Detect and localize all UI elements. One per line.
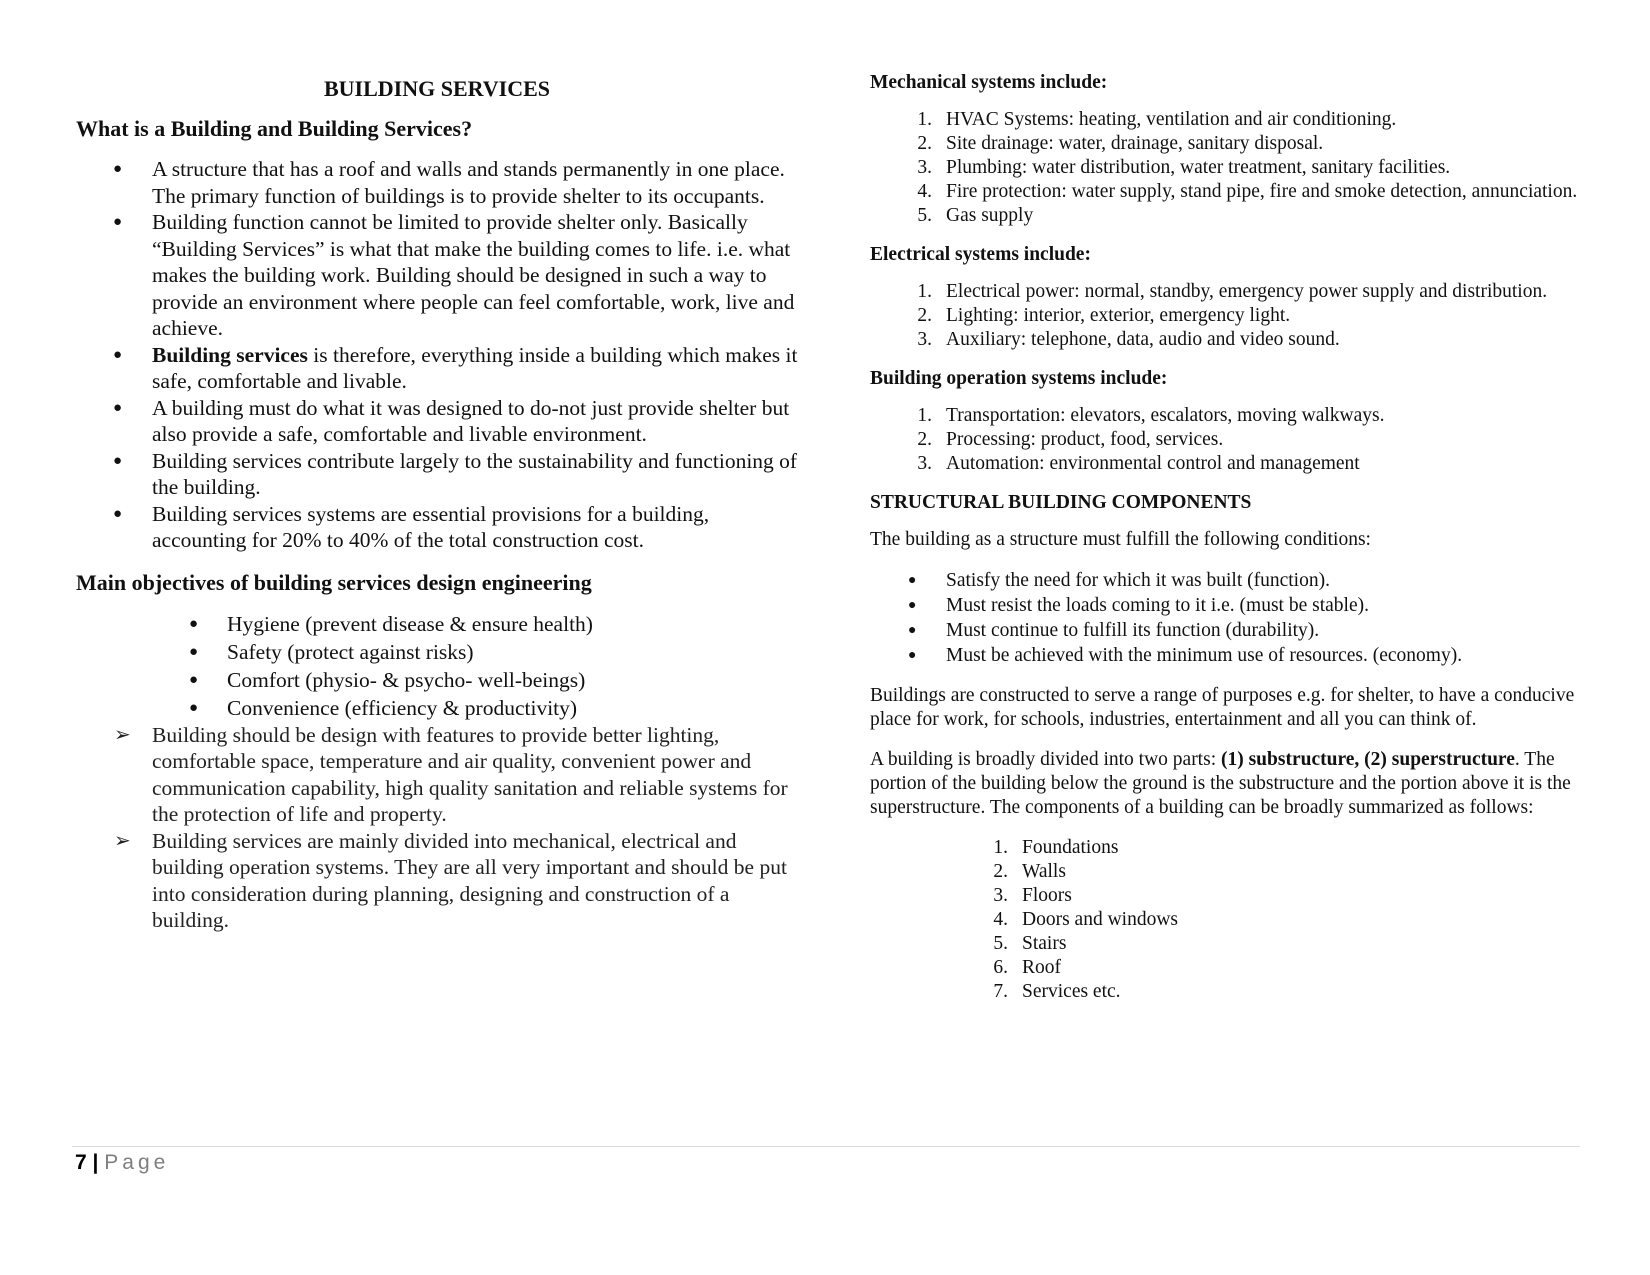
list-item: ● Building services systems are essential provisions for a building, accounting for 20% to 40% of the total construction cost. — [113, 501, 710, 552]
bullet-icon: ● — [189, 615, 199, 632]
left-column — [76, 72, 798, 934]
list-item: 1. Foundations — [993, 837, 1119, 858]
bullet-icon: ● — [189, 643, 199, 660]
list-item: 2. Lighting: interior, exterior, emergency light. — [917, 305, 1291, 326]
page-label: Page — [104, 1151, 170, 1174]
bullet-icon: ● — [113, 452, 123, 469]
list-item: 2. Site drainage: water, drainage, sanitary disposal. — [917, 133, 1324, 154]
list-item: 5. Stairs — [993, 933, 1067, 954]
section-heading-mechanical: Mechanical systems include: — [870, 72, 1108, 93]
bullet-icon: ● — [908, 648, 917, 663]
list-item: 7. Services etc. — [993, 981, 1121, 1002]
arrow-bullet-icon: ➢ — [114, 829, 131, 852]
list-item: ● Comfort (physio- & psycho- well-beings) — [189, 667, 586, 692]
bullet-icon: ● — [113, 505, 123, 522]
list-item: ● Safety (protect against risks) — [189, 639, 474, 664]
list-item: 1. Transportation: elevators, escalators, moving walkways. — [917, 405, 1385, 426]
bold-term: (1) substructure, (2) superstructure — [1220, 749, 1515, 770]
conditions-list — [870, 568, 1596, 668]
section-heading-objectives: Main objectives of building services design engineering — [76, 569, 592, 595]
parts-paragraph: A building is broadly divided into two parts: (1) substructure, (2) superstructure. The portion of the building below the ground is the substructure and the portion above it is the superstructure. The components of a building can be broadly summarized as follows: — [870, 749, 1571, 818]
bullet-icon: ● — [113, 346, 123, 363]
list-item: ● Building services is therefore, everything inside a building which makes it safe, comfortable and livable. — [113, 342, 798, 393]
page-footer — [75, 1151, 169, 1175]
list-item: ● Convenience (efficiency & productivity) — [189, 695, 578, 720]
bullet-icon: ● — [908, 623, 917, 638]
bullet-icon: ● — [113, 161, 123, 177]
footer-separator: | — [92, 1151, 99, 1174]
list-item: 3. Automation: environmental control and management — [917, 453, 1360, 474]
components-list — [870, 836, 1596, 1004]
operation-systems-list — [870, 404, 1596, 476]
electrical-systems-list — [870, 280, 1596, 352]
list-item: ● Hygiene (prevent disease & ensure health) — [189, 611, 593, 636]
bullet-icon: ● — [113, 214, 123, 230]
arrow-bullet-list — [76, 722, 798, 934]
mechanical-systems-list — [870, 108, 1596, 228]
list-item: ● A building must do what it was designed to do-not just provide shelter but also provide a safe, comfortable and livable environment. — [113, 395, 790, 446]
list-item: 5. Gas supply — [917, 205, 1034, 226]
list-item: ● A structure that has a roof and walls and stands permanently in one place. The primary function of buildings is to provide shelter to its occupants. — [113, 157, 785, 208]
list-item: 2. Processing: product, food, services. — [917, 429, 1224, 450]
list-item: 3. Plumbing: water distribution, water treatment, sanitary facilities. — [917, 157, 1451, 178]
bullet-icon: ● — [189, 671, 199, 688]
list-item: ➢ Building services are mainly divided into mechanical, electrical and building operation systems. They are all very important and should be put into consideration during planning, designing and construction of a building. — [114, 828, 787, 932]
footer-divider — [72, 1146, 1580, 1147]
structural-intro: The building as a structure must fulfill the following conditions: — [870, 529, 1371, 550]
definition-bullet-list — [76, 156, 798, 554]
arrow-bullet-icon: ➢ — [114, 723, 131, 746]
section-heading-electrical: Electrical systems include: — [870, 244, 1091, 265]
list-item: 3. Auxiliary: telephone, data, audio and video sound. — [917, 329, 1340, 350]
list-item: 4. Doors and windows — [993, 909, 1178, 930]
page-number: 7 — [75, 1151, 87, 1174]
list-item: 2. Walls — [993, 861, 1066, 882]
section-heading-what-is-building: What is a Building and Building Services? — [76, 116, 473, 141]
list-item: ● Must continue to fulfill its function (durability). — [908, 620, 1320, 641]
right-column — [870, 72, 1596, 1004]
document-title: BUILDING SERVICES — [323, 76, 550, 101]
list-item: ● Must be achieved with the minimum use of resources. (economy). — [908, 645, 1463, 666]
list-item: ● Satisfy the need for which it was built (function). — [908, 570, 1330, 591]
bullet-icon: ● — [189, 699, 199, 716]
list-item: ● Building services contribute largely to the sustainability and functioning of the building. — [113, 448, 798, 499]
section-heading-operation: Building operation systems include: — [870, 368, 1168, 389]
list-item: ● Building function cannot be limited to provide shelter only. Basically “Building Services” is what that make the building comes to life. i.e. what makes the building work. Building should be designed in such a way to provide an environment where people can feel comfortable, work, live and achieve. — [113, 210, 795, 340]
list-item: 1. Electrical power: normal, standby, emergency power supply and distribution. — [917, 281, 1548, 302]
list-item: 1. HVAC Systems: heating, ventilation and air conditioning. — [917, 109, 1397, 130]
list-item: 4. Fire protection: water supply, stand pipe, fire and smoke detection, annunciation. — [917, 181, 1578, 202]
objectives-list — [76, 610, 798, 722]
list-item: 6. Roof — [993, 957, 1061, 978]
section-heading-structural: STRUCTURAL BUILDING COMPONENTS — [870, 492, 1252, 513]
bold-term: Building services — [152, 342, 308, 367]
purposes-paragraph: Buildings are constructed to serve a range of purposes e.g. for shelter, to have a conducive place for work, for schools, industries, entertainment and all you can think of. — [870, 685, 1575, 730]
list-item: ● Must resist the loads coming to it i.e. (must be stable). — [908, 595, 1369, 616]
bullet-icon: ● — [908, 573, 917, 588]
bullet-icon: ● — [908, 598, 917, 613]
list-item: ➢ Building should be design with features to provide better lighting, comfortable space, temperature and air quality, convenient power and communication capability, high quality sanitation and reliable systems for the protection of life and property. — [114, 722, 788, 826]
bullet-icon: ● — [113, 399, 123, 416]
list-item: 3. Floors — [993, 885, 1072, 906]
